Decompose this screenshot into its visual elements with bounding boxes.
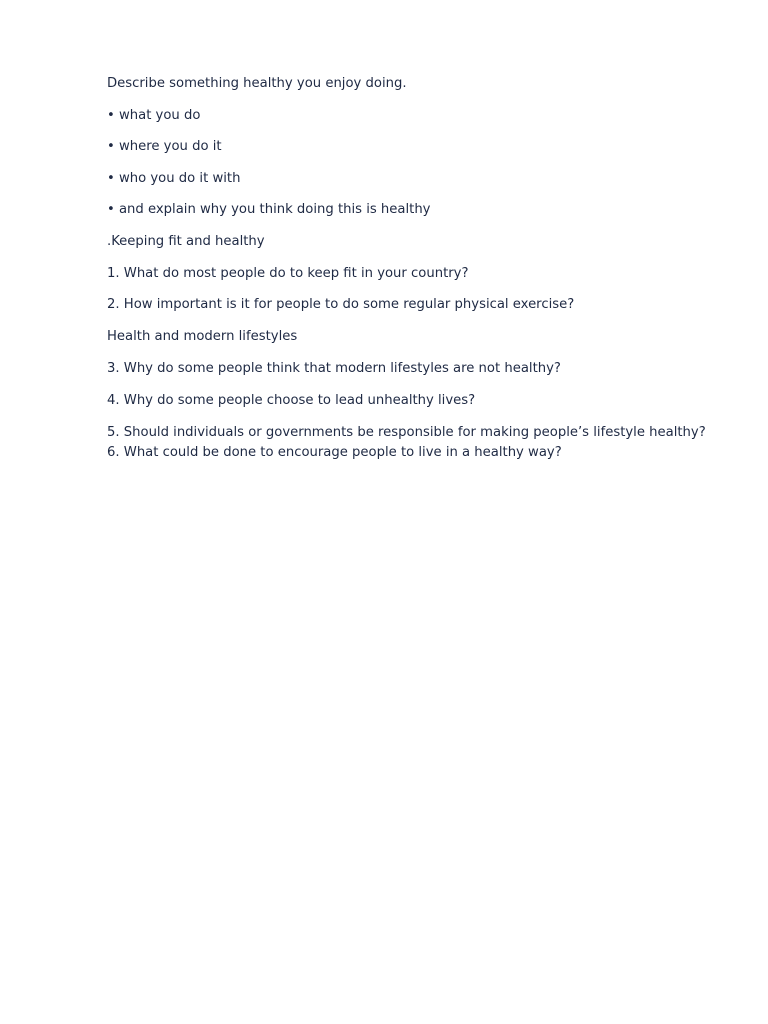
section-heading-modern-lifestyles: Health and modern lifestyles [107, 329, 298, 344]
question-2: 2. How important is it for people to do some regular physical exercise? [107, 297, 575, 312]
question-3: 3. Why do some people think that modern lifestyles are not healthy? [107, 361, 561, 376]
bullet-what-you-do: • what you do [107, 108, 201, 123]
question-6: 6. What could be done to encourage people to live in a healthy way? [107, 445, 562, 460]
bullet-explain-why: • and explain why you think doing this is healthy [107, 202, 431, 217]
question-1: 1. What do most people do to keep fit in your country? [107, 266, 469, 281]
section-heading-keeping-fit: .Keeping fit and healthy [107, 234, 265, 249]
bullet-where-you-do-it: • where you do it [107, 139, 222, 154]
question-4: 4. Why do some people choose to lead unhealthy lives? [107, 393, 476, 408]
cue-card-prompt: Describe something healthy you enjoy doing. [107, 76, 407, 91]
bullet-who-you-do-it-with: • who you do it with [107, 171, 241, 186]
question-5: 5. Should individuals or governments be responsible for making people’s lifestyle healthy? [107, 425, 706, 440]
